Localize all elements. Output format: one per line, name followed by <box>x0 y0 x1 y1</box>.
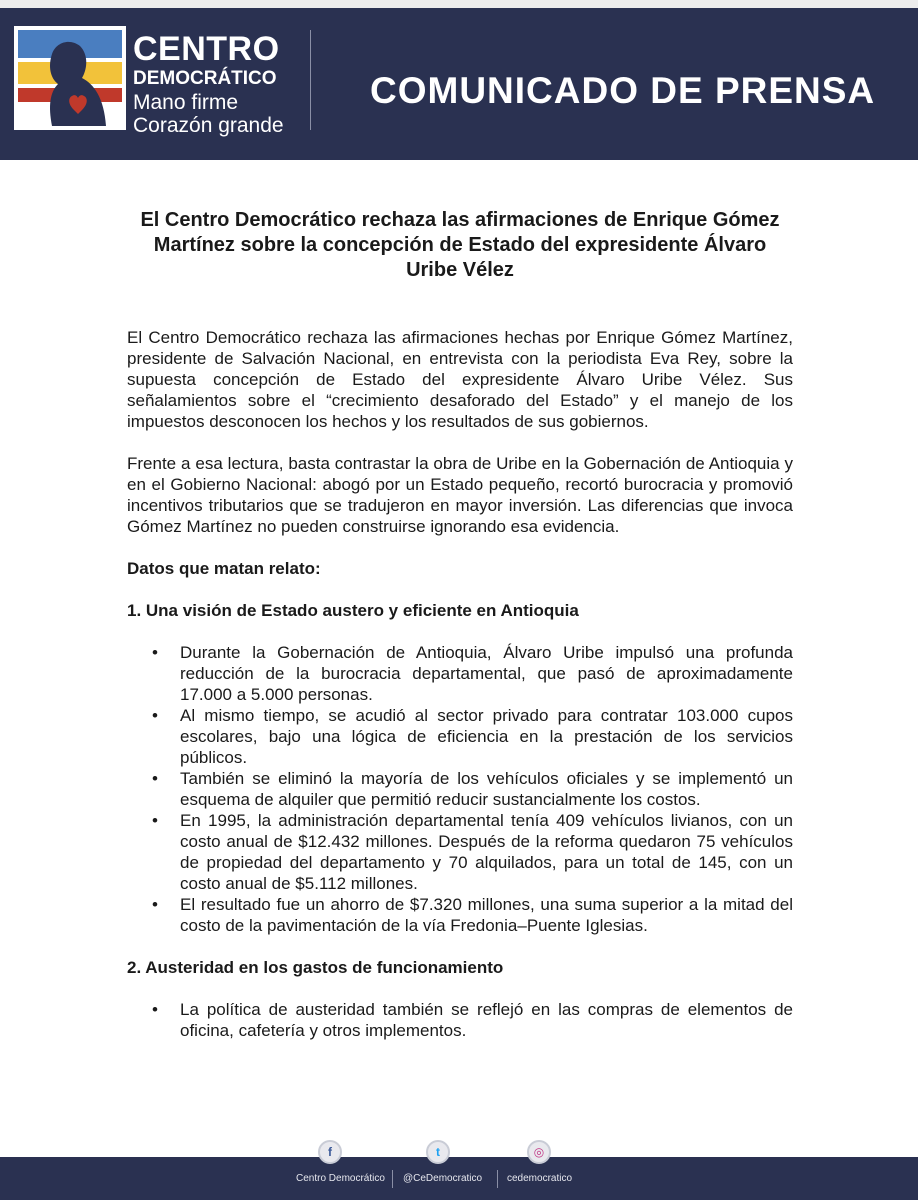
facebook-label[interactable]: Centro Democrático <box>296 1173 385 1184</box>
logo-wordmark <box>133 32 284 136</box>
footer-divider <box>392 1170 393 1188</box>
data-heading: Datos que matan relato: <box>127 559 321 578</box>
logo-line-2: DEMOCRÁTICO <box>133 68 277 89</box>
instagram-icon[interactable]: ◎ <box>527 1140 551 1164</box>
logo-silhouette-icon <box>14 26 126 130</box>
list-item: • Al mismo tiempo, se acudió al sector privado para contratar 103.000 cupos escolares, bajo una lógica de eficiencia en la prestación de los servicios públicos. <box>180 705 793 768</box>
press-release-banner: COMUNICADO DE PRENSA <box>370 70 876 111</box>
list-item: • El resultado fue un ahorro de $7.320 millones, una suma superior a la mitad del costo de la pavimentación de la vía Fredonia–Puente Iglesias. <box>180 894 793 936</box>
twitter-icon[interactable]: t <box>426 1140 450 1164</box>
section-2-title: 2. Austeridad en los gastos de funcionamiento <box>127 958 504 977</box>
paragraph-2: Frente a esa lectura, basta contrastar la obra de Uribe en la Gobernación de Antioquia y en el Gobierno Nacional: abogó por un Estado pequeño, recortó burocracia y promovió incentivos tributarios que se tradujeron en mayor inversión. Las diferencias que invoca Gómez Martínez no pueden construirse ignorando esa evidencia. <box>127 454 793 536</box>
logo-slogan-1: Mano firme <box>133 91 239 114</box>
list-item: • También se eliminó la mayoría de los vehículos oficiales y se implementó un esquema de alquiler que permitió reducir sustancialmente los costos. <box>180 768 793 810</box>
list-item: • Durante la Gobernación de Antioquia, Álvaro Uribe impulsó una profunda reducción de la burocracia departamental, que pasó de aproximadamente 17.000 a 5.000 personas. <box>180 642 793 705</box>
logo-line-1: CENTRO <box>133 30 280 68</box>
section-2-list <box>127 999 793 1041</box>
top-strip <box>0 0 918 8</box>
paragraph-1: El Centro Democrático rechaza las afirmaciones hechas por Enrique Gómez Martínez, presidente de Salvación Nacional, en entrevista con la periodista Eva Rey, sobre la supuesta concepción de Estado del expresidente Álvaro Uribe Vélez. Sus señalamientos sobre el “crecimiento desaforado del Estado” y el manejo de los impuestos desconocen los hechos y los resultados de sus gobiernos. <box>127 328 793 431</box>
twitter-label[interactable]: @CeDemocratico <box>403 1173 483 1184</box>
list-item: • En 1995, la administración departamental tenía 409 vehículos livianos, con un costo anual de $12.432 millones. Después de la reforma quedaron 75 vehículos de propiedad del departamento y 70 alquilados, para un total de 145, con un costo anual de $5.112 millones. <box>180 810 793 894</box>
instagram-label[interactable]: cedemocratico <box>507 1173 573 1184</box>
party-logo <box>14 26 126 130</box>
section-1-list <box>127 642 793 936</box>
document-body <box>127 208 793 1041</box>
list-item: • La política de austeridad también se reflejó en las compras de elementos de oficina, cafetería y otros implementos. <box>180 999 793 1041</box>
section-1-title: 1. Una visión de Estado austero y eficiente en Antioquia <box>127 601 579 620</box>
footer-divider <box>497 1170 498 1188</box>
press-header <box>0 0 918 160</box>
header-divider <box>310 30 311 130</box>
facebook-icon[interactable]: f <box>318 1140 342 1164</box>
logo-slogan-2: Corazón grande <box>133 114 284 137</box>
headline: El Centro Democrático rechaza las afirmaciones de Enrique Gómez Martínez sobre la concepción de Estado del expresidente Álvaro Uribe Vélez <box>140 209 780 281</box>
